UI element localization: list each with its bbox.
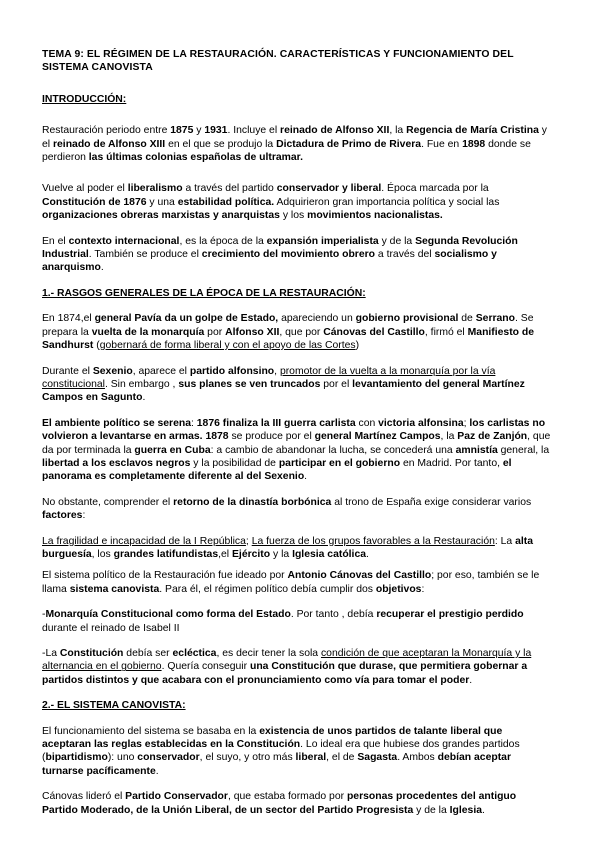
text-run: , la bbox=[389, 125, 407, 137]
bold-text: alta burguesía bbox=[42, 535, 533, 560]
underlined-text: La fuerza de los grupos favorables a la Restauración bbox=[251, 535, 495, 547]
bold-text: 1898 bbox=[462, 138, 486, 150]
bold-text: general Martínez Campos bbox=[314, 431, 441, 443]
text-run: . Época marcada por la bbox=[381, 183, 489, 195]
paragraph bbox=[42, 182, 554, 222]
text-run: debía ser bbox=[123, 648, 173, 659]
text-run: y una bbox=[146, 196, 178, 208]
bold-text: conservador y liberal bbox=[276, 183, 382, 195]
text-run: y los bbox=[279, 210, 308, 222]
paragraph bbox=[42, 647, 554, 687]
bold-text: una Constitución que durase, que permitiera gobernar a partidos distintos y que acabara con el pronunciamiento como vía para tomar el poder bbox=[42, 661, 528, 686]
text-run: Adquirieron gran importancia política y social las bbox=[274, 196, 500, 208]
paragraph bbox=[42, 725, 554, 779]
document-page bbox=[42, 48, 554, 817]
text-run: , que estaba formado por bbox=[227, 791, 347, 803]
text-run: Cánovas lideró el bbox=[42, 791, 126, 803]
bold-text: grandes latifundistas bbox=[113, 548, 219, 560]
underlined-text: promotor de la vuelta a la monarquía por la vía constitucional bbox=[42, 365, 496, 390]
text-run: , los bbox=[91, 548, 114, 560]
bold-text: factores bbox=[42, 510, 83, 522]
text-run: en Madrid. Por tanto, bbox=[400, 457, 503, 469]
bold-text: el panorama es completamente diferente al del Sexenio bbox=[42, 457, 512, 483]
text-run: general, la bbox=[497, 444, 550, 456]
bold-text: organizaciones obreras marxistas y anarquistas bbox=[42, 210, 280, 222]
bold-text: Segunda Revolución Industrial bbox=[42, 235, 518, 261]
bold-text: 1878 bbox=[205, 431, 229, 443]
text-run: y la posibilidad de bbox=[190, 457, 279, 469]
text-run: , es decir tener la sola bbox=[216, 648, 321, 659]
text-run: Restauración periodo entre bbox=[42, 125, 171, 137]
text-run: donde se perdieron bbox=[42, 138, 531, 164]
bold-text: libertad a los esclavos negros bbox=[42, 457, 191, 469]
bold-text: las últimas colonias españolas de ultramar. bbox=[88, 152, 304, 164]
text-run: , firmó el bbox=[424, 326, 468, 338]
text-run: -La bbox=[42, 648, 60, 659]
text-run: de bbox=[458, 313, 476, 325]
text-run: , que da por terminada la bbox=[42, 431, 551, 456]
text-run: ; por eso, también se le llama bbox=[42, 570, 540, 595]
text-run: por bbox=[204, 326, 226, 338]
text-run: ): uno bbox=[107, 752, 138, 764]
text-run: El sistema político de la Restauración fue ideado por bbox=[42, 570, 288, 582]
paragraph bbox=[42, 417, 554, 484]
bold-text: 1931 bbox=[204, 125, 228, 137]
text-run: al trono de España exige considerar varios bbox=[331, 496, 532, 508]
text-run: . Sin embargo , bbox=[104, 378, 179, 390]
text-run: en el que se produjo la bbox=[165, 138, 277, 150]
bold-text: sistema canovista bbox=[69, 583, 160, 595]
bold-text: Regencia de María Cristina bbox=[406, 125, 539, 137]
bold-text: recuperar el prestigio perdido bbox=[376, 609, 524, 621]
text-run: . Quería conseguir bbox=[161, 661, 250, 673]
bold-text: expansión imperialista bbox=[266, 235, 379, 247]
text-run: , es la época de la bbox=[179, 235, 267, 247]
bold-text: Sagasta bbox=[357, 752, 398, 764]
bold-text: contexto internacional bbox=[68, 235, 180, 247]
text-run: ,el bbox=[218, 548, 232, 560]
paragraph bbox=[42, 569, 554, 596]
underlined-text: condición de que aceptaran la Monarquía y la alternancia en el gobierno bbox=[42, 648, 532, 673]
section-heading-rasgos-generales: 1.- RASGOS GENERALES DE LA ÉPOCA DE LA RESTAURACIÓN: bbox=[42, 287, 366, 299]
bold-text: los carlistas no volvieron a levantarse en armas. bbox=[42, 417, 546, 443]
text-run: . Para él, el régimen político debía cumplir dos bbox=[159, 583, 376, 595]
text-run: . bbox=[469, 674, 473, 686]
bold-text: Dictadura de Primo de Rivera bbox=[276, 138, 422, 150]
bold-text: Manifiesto de Sandhurst bbox=[42, 326, 535, 352]
paragraph bbox=[42, 235, 554, 275]
bold-text: Constitución de 1876 bbox=[42, 196, 147, 208]
text-run: . bbox=[155, 765, 159, 777]
paragraph bbox=[42, 365, 554, 405]
text-run: . bbox=[100, 262, 104, 274]
bold-text: reinado de Alfonso XIII bbox=[52, 138, 166, 150]
bold-text: participar en el gobierno bbox=[278, 457, 401, 469]
bold-text: estabilidad política. bbox=[177, 196, 275, 208]
text-run: y el bbox=[42, 125, 548, 150]
text-run: ; bbox=[463, 417, 470, 429]
bold-text: bipartidismo bbox=[45, 752, 108, 764]
text-run: a través del bbox=[375, 249, 435, 261]
text-run: No obstante, comprender el bbox=[42, 496, 174, 508]
underlined-text: gobernará de forma liberal y con el apoyo de las Cortes bbox=[99, 340, 356, 352]
text-run: durante el reinado de Isabel II bbox=[42, 622, 180, 634]
text-run: con bbox=[355, 417, 379, 429]
bold-text: crecimiento del movimiento obrero bbox=[201, 249, 376, 261]
bold-text: liberalismo bbox=[127, 183, 183, 195]
text-run: Durante el bbox=[42, 365, 93, 377]
bold-text: Sexenio bbox=[92, 365, 133, 377]
text-run: se produce por el bbox=[228, 431, 315, 443]
bold-text: Cánovas del Castillo bbox=[323, 326, 425, 338]
bold-text: guerra en Cuba bbox=[134, 444, 211, 456]
bold-text: El ambiente político se serena bbox=[42, 417, 191, 429]
text-run: . bbox=[142, 392, 146, 404]
text-run: , bbox=[274, 365, 280, 377]
bold-text: sus planes se ven truncados bbox=[178, 378, 321, 390]
text-run: . Ambos bbox=[397, 752, 438, 764]
bold-text: Constitución bbox=[59, 648, 124, 659]
text-run: y de la bbox=[378, 235, 416, 247]
text-run: . Por tanto , debía bbox=[290, 609, 377, 621]
paragraph bbox=[42, 790, 554, 817]
bold-text: general Pavía da un golpe de Estado, bbox=[94, 313, 279, 325]
text-run: : La bbox=[494, 535, 516, 547]
text-run: y de la bbox=[413, 804, 450, 816]
bold-text: levantamiento del general Martínez Campos en Sagunto bbox=[42, 378, 525, 404]
text-run: - bbox=[42, 609, 46, 621]
bold-text: conservador bbox=[137, 752, 200, 764]
text-run: ( bbox=[93, 340, 100, 352]
paragraph bbox=[42, 608, 554, 635]
text-run: , el suyo, y otro más bbox=[199, 752, 296, 764]
bold-text: amnistía bbox=[455, 444, 498, 456]
bold-text: movimientos nacionalistas. bbox=[307, 210, 443, 222]
bold-text: ecléctica bbox=[172, 648, 217, 659]
bold-text: debían aceptar turnarse pacíficamente bbox=[42, 752, 511, 777]
text-run: . bbox=[304, 471, 308, 483]
bold-text: Ejército bbox=[232, 548, 271, 560]
underlined-text: La fragilidad e incapacidad de la I República bbox=[42, 535, 246, 547]
bold-text: Alfonso XII bbox=[225, 326, 280, 338]
text-run: ; bbox=[245, 535, 252, 547]
text-run: . Fue en bbox=[421, 138, 463, 150]
text-run: y la bbox=[270, 548, 293, 560]
text-run: . Lo ideal era que hubiese dos grandes partidos ( bbox=[42, 739, 520, 764]
text-run: . bbox=[366, 548, 369, 560]
paragraph bbox=[42, 535, 554, 562]
section-heading-introduccion: INTRODUCCIÓN: bbox=[42, 93, 127, 105]
text-run: En 1874,el bbox=[42, 313, 95, 325]
paragraph bbox=[42, 496, 554, 523]
bold-text: Monarquía Constitucional como forma del Estado bbox=[45, 609, 291, 621]
bold-text: vuelta de la monarquía bbox=[91, 326, 205, 338]
text-run: : a cambio de abandonar la lucha, se concederá una bbox=[210, 444, 456, 456]
text-run: a través del partido bbox=[182, 183, 277, 195]
text-run: Vuelve al poder el bbox=[42, 183, 128, 195]
bold-text: partido alfonsino bbox=[189, 365, 275, 377]
text-run: En el bbox=[42, 235, 69, 247]
text-run: por el bbox=[320, 378, 353, 390]
paragraph bbox=[42, 124, 554, 164]
bold-text: existencia de unos partidos de talante liberal que aceptaran las reglas establecidas en la Constitución bbox=[42, 725, 503, 751]
document-title: TEMA 9: EL RÉGIMEN DE LA RESTAURACIÓN. CARACTERÍSTICAS Y FUNCIONAMIENTO DEL SISTEMA CANOVISTA bbox=[42, 49, 514, 74]
text-run: ) bbox=[355, 340, 360, 352]
bold-text: personas procedentes del antiguo Partido Moderado, de la Unión Liberal, de un sector del Partido Progresista bbox=[42, 791, 517, 816]
text-run: , la bbox=[440, 431, 458, 443]
text-run: . Se prepara la bbox=[42, 313, 534, 338]
paragraph bbox=[42, 312, 554, 352]
bold-text: 1876 finaliza la III guerra carlista bbox=[196, 417, 356, 429]
bold-text: reinado de Alfonso XII bbox=[280, 125, 390, 137]
text-run: apareciendo un bbox=[278, 313, 356, 325]
bold-text: Iglesia bbox=[449, 804, 482, 816]
text-run: , el de bbox=[326, 752, 358, 764]
bold-text: Antonio Cánovas del Castillo bbox=[287, 570, 432, 582]
bold-text: Serrano bbox=[475, 313, 516, 325]
bold-text: objetivos bbox=[375, 583, 422, 595]
text-run: : bbox=[421, 583, 425, 595]
text-run: : bbox=[191, 417, 197, 429]
bold-text: gobierno provisional bbox=[355, 313, 459, 325]
bold-text: 1875 bbox=[170, 125, 194, 137]
bold-text: Iglesia católica bbox=[292, 548, 367, 560]
text-run: : bbox=[82, 510, 86, 522]
bold-text: Partido Conservador bbox=[125, 791, 228, 803]
text-run: . bbox=[482, 804, 485, 816]
bold-text: retorno de la dinastía borbónica bbox=[173, 496, 332, 508]
text-run: , que por bbox=[279, 326, 324, 338]
text-run: El funcionamiento del sistema se basaba en la bbox=[42, 725, 260, 737]
section-heading-sistema-canovista: 2.- EL SISTEMA CANOVISTA: bbox=[42, 700, 186, 712]
bold-text: socialismo y anarquismo bbox=[42, 249, 497, 274]
text-run: . Incluye el bbox=[227, 125, 281, 137]
bold-text: victoria alfonsina bbox=[378, 417, 464, 429]
text-run: . También se produce el bbox=[88, 249, 202, 261]
text-run: y bbox=[193, 125, 205, 137]
bold-text: Paz de Zanjón bbox=[457, 431, 528, 443]
text-run: , aparece el bbox=[132, 365, 190, 377]
bold-text: liberal bbox=[295, 752, 327, 764]
